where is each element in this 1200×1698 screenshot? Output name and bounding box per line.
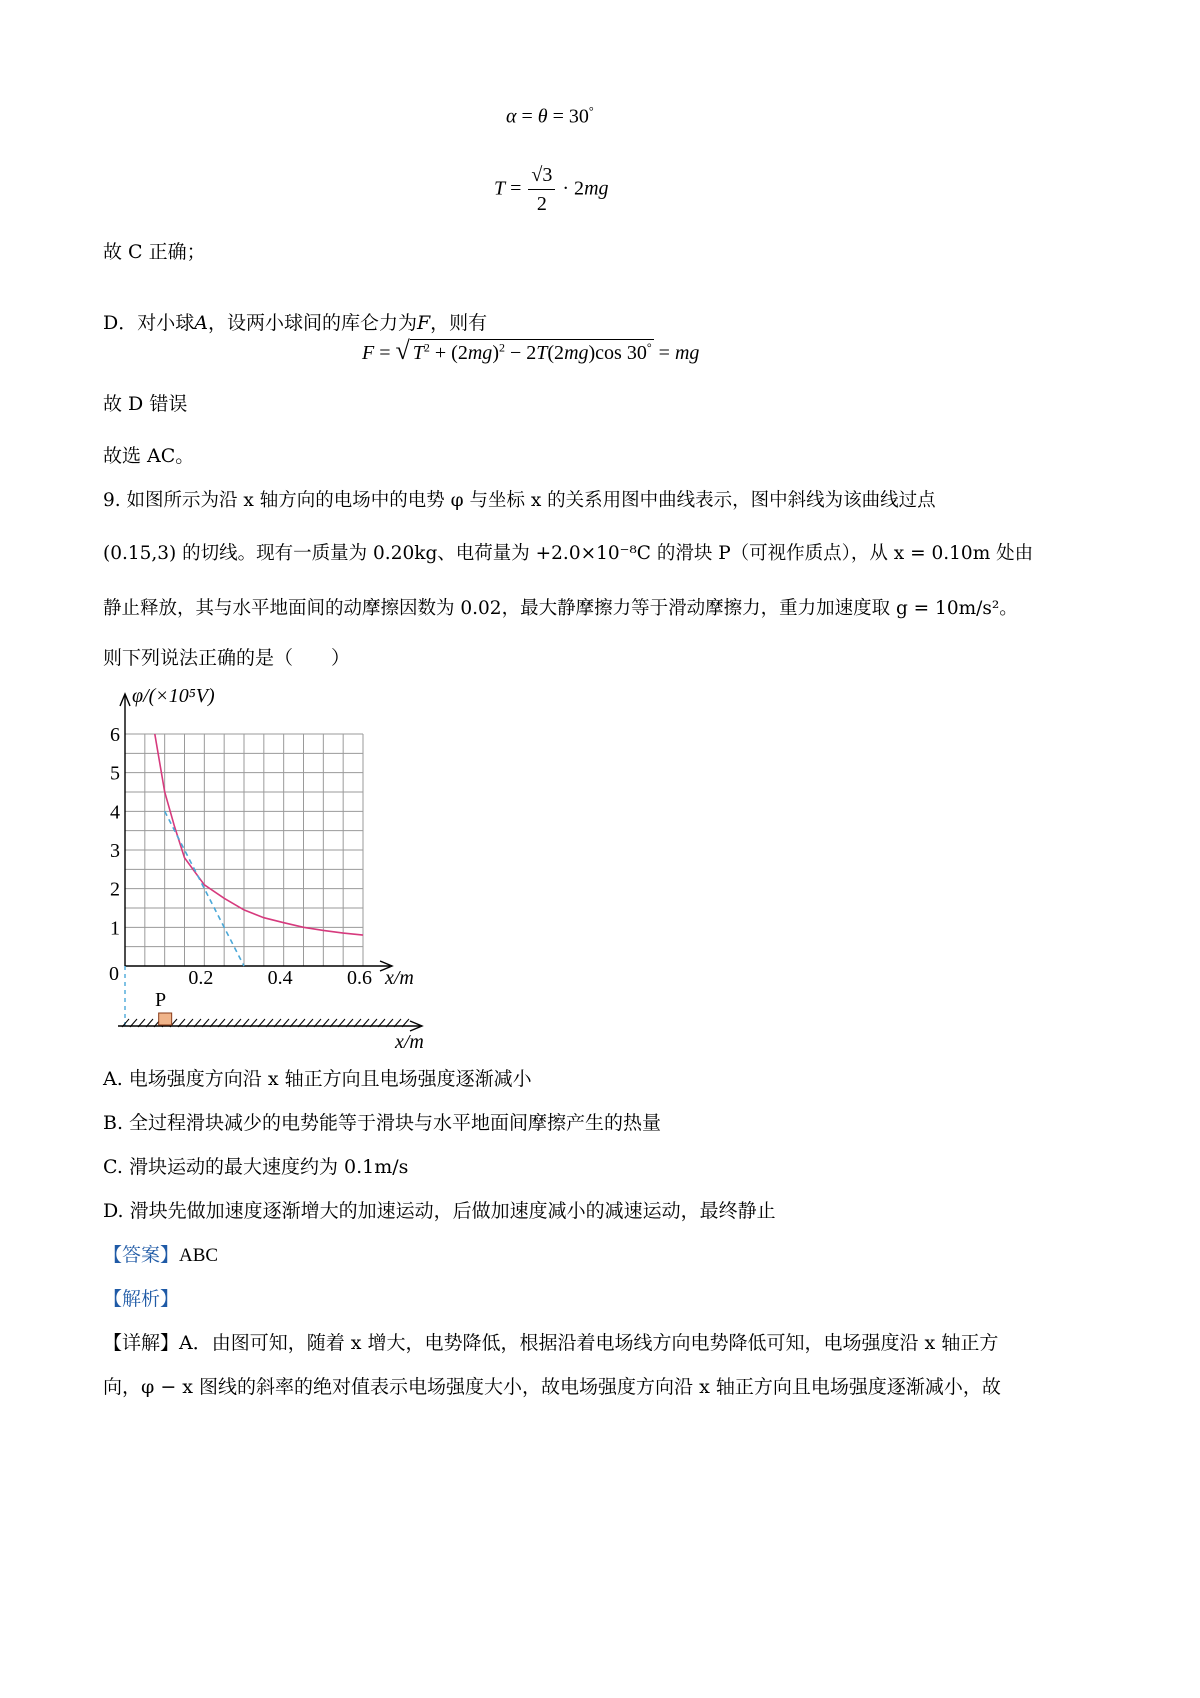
y-tick-label: 1 [110,917,120,940]
answer-value: ABC [179,1245,219,1266]
fraction-numerator: √3 [531,164,553,186]
chart-axes [120,694,392,971]
question-9-line4: 则下列说法正确的是（ ） [103,647,351,669]
option-a: A. 电场强度方向沿 x 轴正方向且电场强度逐渐减小 [103,1068,532,1090]
option-c: C. 滑块运动的最大速度约为 0.1m/s [103,1156,409,1178]
y-tick-label: 2 [110,878,120,901]
detail-line2: 向，φ − x 图线的斜率的绝对值表示电场强度大小，故电场强度方向沿 x 轴正方向且电场强度逐渐减小，故 [103,1376,1001,1398]
x-tick-label: 0.6 [347,967,372,989]
y-tick-label: 4 [110,801,120,824]
line-choose: 故选 AC。 [103,445,195,467]
detail-line1: 【详解】A．由图可知，随着 x 增大，电势降低，根据沿着电场线方向电势降低可知，电场强度沿 x 轴正方 [103,1332,999,1354]
question-9-line2: (0.15,3) 的切线。现有一质量为 0.20kg、电荷量为 +2.0×10⁻⁸C 的滑块 P（可视作质点），从 x = 0.10m 处由 [103,543,1034,564]
line-d-statement [103,312,487,335]
line-c-correct: 故 C 正确； [103,241,206,263]
line-d-part1: D．对小球 [103,312,195,334]
y-tick-label: 3 [110,840,120,862]
line-d-part3: ，则有 [430,312,488,334]
block-label: P [155,989,167,1011]
line-d-part2: ，设两小球间的库仑力为 [207,312,417,334]
x-axis-label: x/m [385,967,414,989]
slider-block [159,1013,172,1025]
line-d-var-f: F [416,312,431,334]
question-9-line3: 静止释放，其与水平地面间的动摩擦因数为 0.02，最大静摩擦力等于滑动摩擦力，重力加速度取 g = 10m/s²。 [103,598,1018,619]
y-tick-label: 6 [110,724,120,746]
answer-line [103,1244,218,1268]
line-d-var-a: A [194,312,208,334]
equation-coulomb-force: F = √ $T^2 + (2mg)^2 - 2T(2mg)\cos$ 30° = mg [362,336,700,365]
y-axis-label: φ/(×10⁵V) [132,685,215,707]
potential-chart [90,680,450,1060]
potential-curve [155,734,363,935]
equation-tension: T = $\frac{√3}{2}$ · 2mg [494,164,609,215]
fraction-denominator: 2 [536,193,547,215]
chart-ticks [110,724,372,989]
answer-tag: 【答案】 [103,1244,180,1266]
x-tick-label: 0.2 [188,967,214,989]
origin-label: 0 [109,963,119,985]
y-tick-label: 5 [110,762,120,785]
ground-axis-label: x/m [395,1031,424,1053]
analysis-tag: 【解析】 [103,1288,180,1310]
question-9-line1: 9. 如图所示为沿 x 轴方向的电场中的电势 φ 与坐标 x 的关系用图中曲线表示，图中斜线为该曲线过点 [103,490,936,511]
x-tick-label: 0.4 [267,967,293,989]
fraction [528,164,555,216]
equation-alpha-theta: α = θ = 30° [506,104,594,128]
line-d-wrong: 故 D 错误 [103,393,188,415]
option-d: D. 滑块先做加速度逐渐增大的加速运动，后做加速度减小的减速运动，最终静止 [103,1200,776,1222]
option-b: B. 全过程滑块减少的电势能等于滑块与水平地面间摩擦产生的热量 [103,1112,662,1134]
